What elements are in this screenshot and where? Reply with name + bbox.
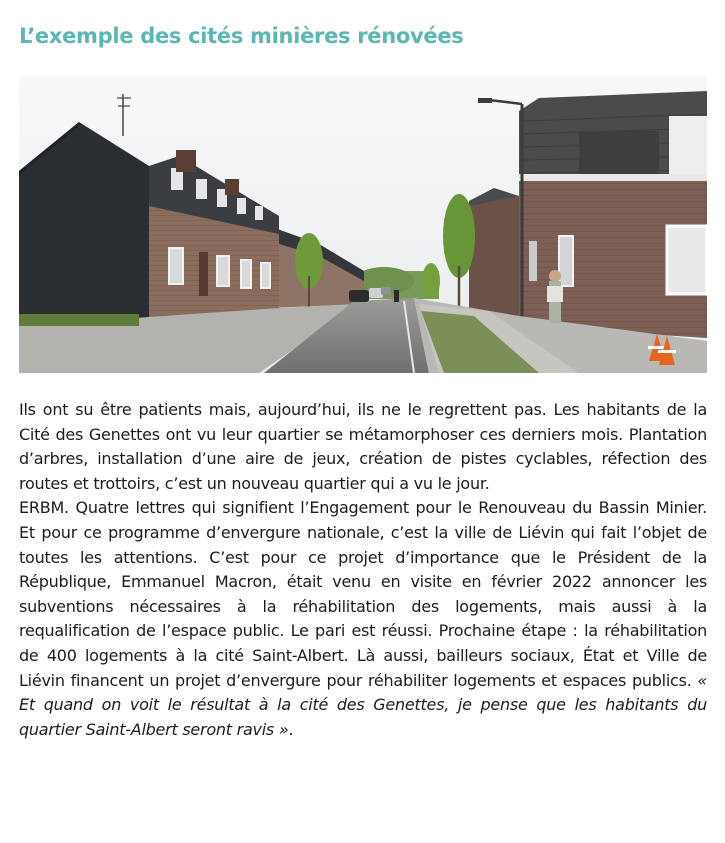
street-photo <box>19 76 707 373</box>
article-paragraph-end: . <box>288 719 294 739</box>
article-paragraph-1: Ils ont su être patients mais, aujourd’hui, ils ne le regrettent pas. Les habitants de la Cité des Genettes ont vu leur quartier se métamorphoser ces derniers mois. Plantation d’arbres, installation d’une aire de jeux, création de pistes cyclables, réfection des routes et trottoirs, c’est un nouveau quartier qui a vu le jour. <box>19 400 707 493</box>
article-body <box>19 398 707 742</box>
article-paragraph-2 <box>19 496 707 742</box>
page-title: L’exemple des cités minières rénovées <box>19 24 464 48</box>
article-quote: « Et quand on voit le résultat à la cité des Genettes, je pense que les habitants du quartier Saint-Albert seront ravis » <box>19 670 707 739</box>
article-paragraph-2-text: ERBM. Quatre lettres qui signifient l’Engagement pour le Renouveau du Bassin Minier. Et pour ce programme d’envergure nationale, c’est la ville de Liévin qui fait l’objet de toutes les attentions. C’est pour ce projet d’importance que le Président de la République, Emmanuel Macron, était venu en visite en février 2022 annoncer les subventions nécessaires à la réhabilitation des logements, mais aussi à la requalification de l’espace public. Le pari est réussi. Prochaine étape : la réhabilitation de 400 logements à la cité Saint-Albert. Là aussi, bailleurs sociaux, État et Ville de Liévin financent un projet d’envergure pour réhabiliter logements et espaces publics. <box>19 498 707 690</box>
